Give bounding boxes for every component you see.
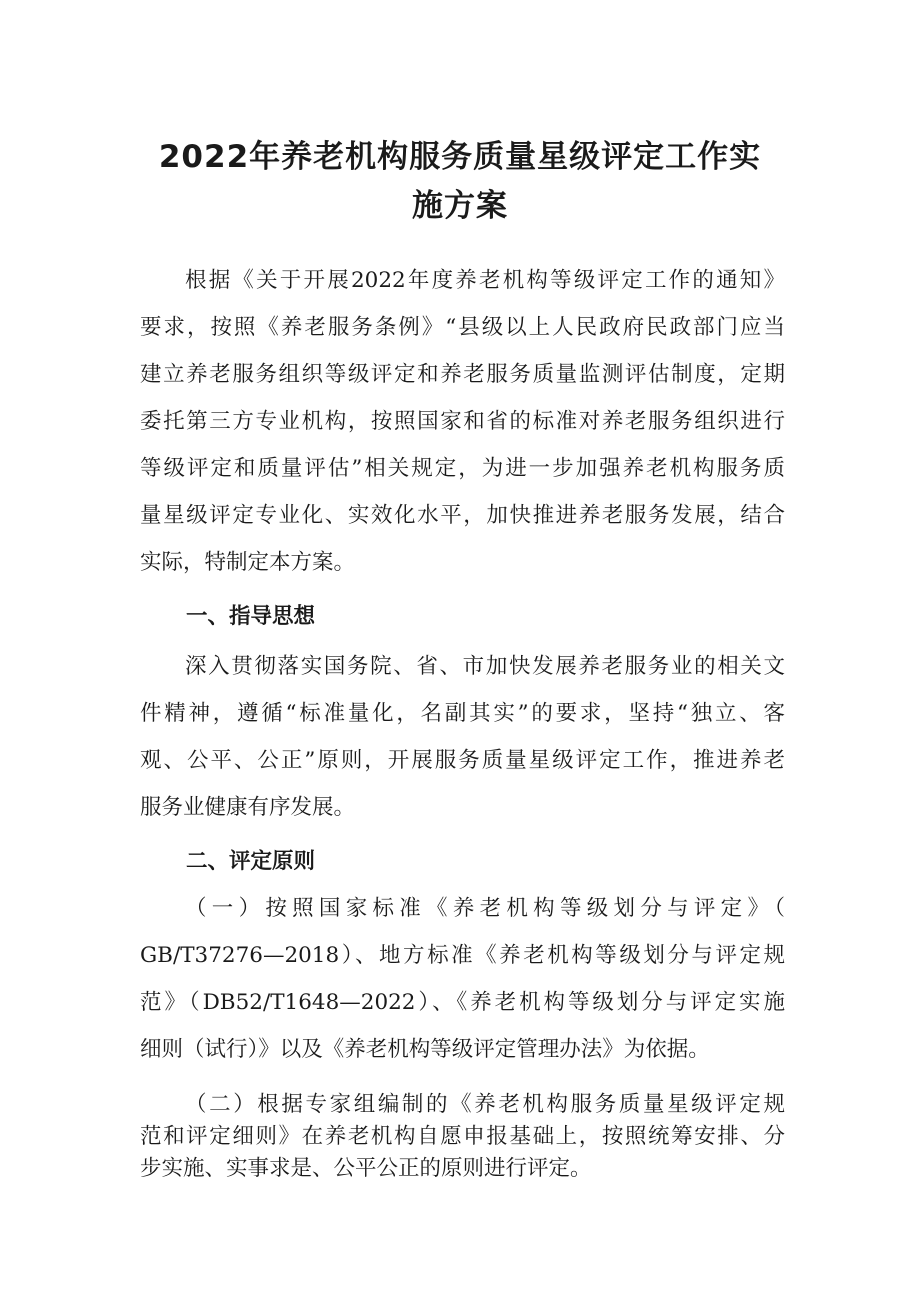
- principle-1-line: 细则（试行）》以及《养老机构等级评定管理办法》为依据。: [140, 1037, 710, 1062]
- section1-line: 深入贯彻落实国务院、省、市加快发展养老服务业的相关文: [185, 654, 785, 679]
- intro-line: 根据《关于开展2022年度养老机构等级评定工作的通知》: [185, 268, 785, 293]
- intro-line: 要求，按照《养老服务条例》“县级以上人民政府民政部门应当: [140, 315, 785, 340]
- section1-line: 服务业健康有序发展。: [140, 795, 356, 820]
- principle-2-line: （二）根据专家组编制的《养老机构服务质量星级评定规: [185, 1092, 785, 1117]
- section-heading-guiding-ideology: 一、指导思想: [186, 604, 316, 629]
- principle-2-line: 范和评定细则》在养老机构自愿申报基础上，按照统筹安排、分: [140, 1124, 785, 1149]
- intro-line: 实际，特制定本方案。: [140, 550, 356, 575]
- section-heading-assessment-principles: 二、评定原则: [186, 849, 316, 874]
- intro-line: 等级评定和质量评估”相关规定，为进一步加强养老机构服务质: [140, 456, 785, 481]
- document-title-line-1: 2022年养老机构服务质量星级评定工作实: [158, 139, 762, 175]
- principle-1-line: 范》（DB52/T1648—2022）、《养老机构等级划分与评定实施: [140, 990, 785, 1015]
- section1-line: 件精神，遵循“标准量化，名副其实”的要求，坚持“独立、客: [140, 701, 785, 726]
- section1-line: 观、公平、公正”原则，开展服务质量星级评定工作，推进养老: [140, 748, 785, 773]
- principle-1-line: GB/T37276—2018）、地方标准《养老机构等级划分与评定规: [140, 943, 785, 968]
- principle-1-line: （一）按照国家标准《养老机构等级划分与评定》（: [185, 896, 785, 921]
- intro-line: 委托第三方专业机构，按照国家和省的标准对养老服务组织进行: [140, 409, 785, 434]
- intro-line: 量星级评定专业化、实效化水平，加快推进养老服务发展，结合: [140, 503, 785, 528]
- principle-2-line: 步实施、实事求是、公平公正的原则进行评定。: [140, 1156, 592, 1181]
- document-title-line-2: 施方案: [412, 188, 508, 224]
- intro-line: 建立养老服务组织等级评定和养老服务质量监测评估制度，定期: [140, 362, 785, 387]
